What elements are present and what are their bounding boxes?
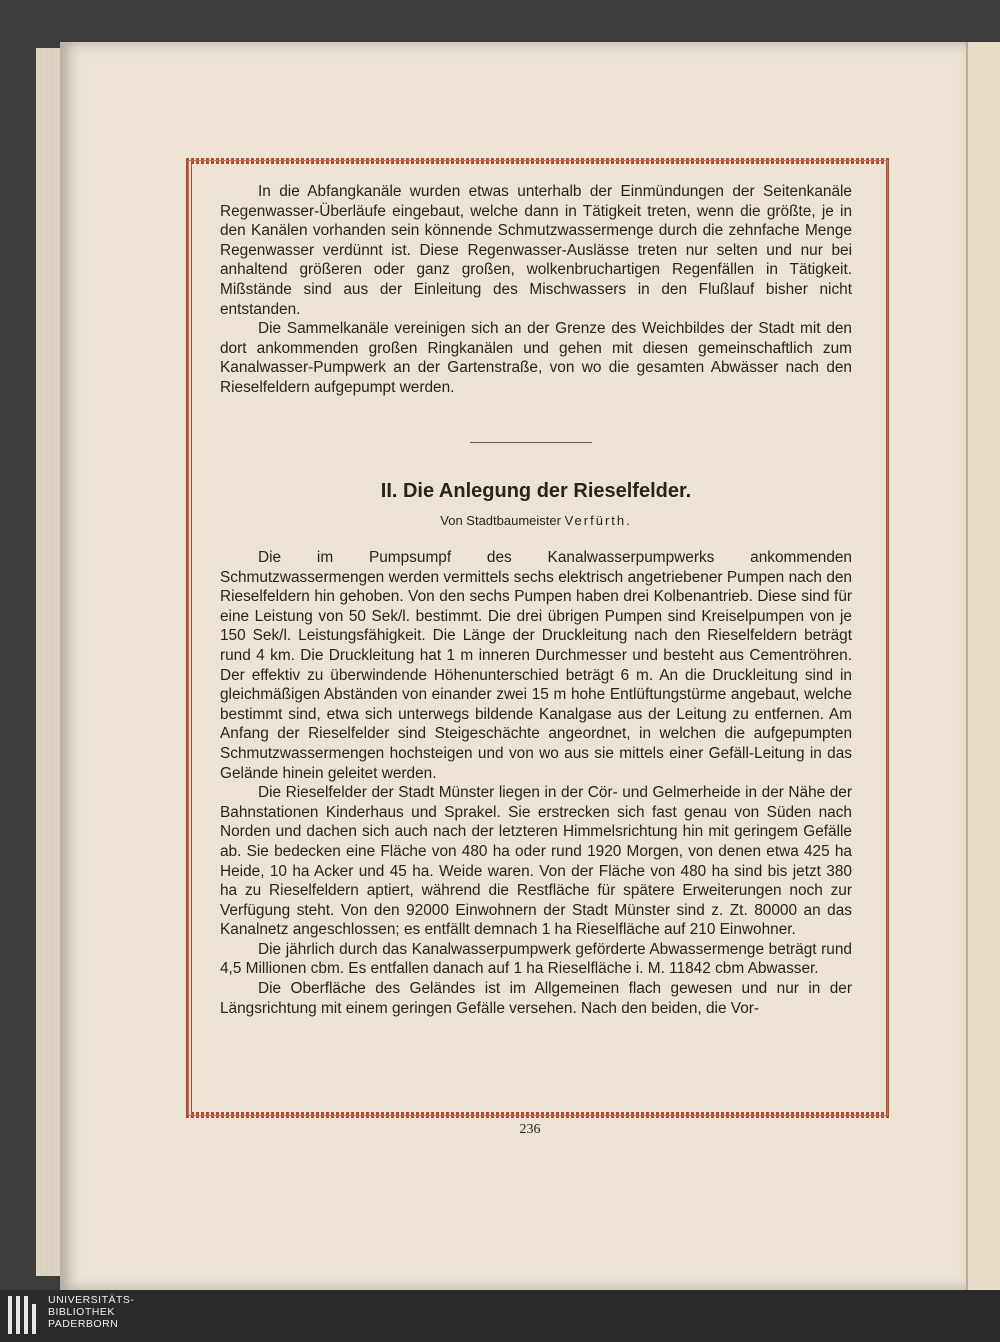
- body-paragraph-1: Die im Pumpsumpf des Kanalwasserpumpwerks ankommenden Schmutzwassermengen werden vermittels sechs elektrisch angetriebener Pumpen nach den Rieselfeldern hin gehoben. Von den sechs Pumpen haben drei Kolbenantrieb. Diese sind für eine Leistung von 50 Sek/l. bestimmt. Die drei übrigen Pumpen sind Kreiselpumpen von je 150 Sek/l. Leistungsfähigkeit. Die Länge der Druckleitung nach den Rieselfeldern beträgt rund 4 km. Die Druckleitung hat 1 m inneren Durchmesser und besteht aus Cementröhren. Der effektiv zu überwindende Höhenunterschied beträgt 6 m. An die Druckleitung sind in gleichmäßigen Abständen von einander zwei 15 m hohe Entlüftungstürme angebaut, welche bestimmt sind, etwa sich unterwegs bildende Kanalgase aus der Leitung zu entfernen. Am Anfang der Rieselfelder sind Steigeschächte angeordnet, in welchen die aufgepumpten Schmutzwassermengen hochsteigen und von wo aus sie mittels einer Gefäll-Leitung in das Gelände hinein geleitet werden.: [220, 549, 852, 782]
- section-divider: [470, 442, 592, 443]
- library-footer: [0, 1290, 1000, 1342]
- byline-prefix: Von Stadtbaumeister: [440, 513, 561, 528]
- section-body: [220, 548, 852, 1018]
- intro-paragraph-2: Die Sammelkanäle vereinigen sich an der Grenze des Weichbildes der Stadt mit den dort ankommenden großen Ringkanälen und gehen mit diesen gemeinschaftlich zum Kanalwasser-Pumpwerk an der Gartenstraße, von wo die gesamten Abwässer nach den Rieselfeldern aufgepumpt werden.: [220, 320, 852, 396]
- section-heading: II. Die Anlegung der Rieselfelder.: [380, 480, 692, 502]
- intro-text: [220, 182, 852, 398]
- library-logo-icon: [8, 1296, 40, 1340]
- library-name-line-1: UNIVERSITÄTS-: [48, 1294, 135, 1306]
- intro-paragraph-1: In die Abfangkanäle wurden etwas unterhalb der Einmündungen der Seitenkanäle Regenwasser-Überläufe eingebaut, welche dann in Tätigkeit treten, wenn die größte, je in den Kanälen vorhanden sein könnende Schmutzwassermenge durch die zehnfache Menge Regenwasser verdünnt ist. Diese Regenwasser-Auslässe treten nur selten und nur bei anhaltend größeren oder ganz großen, wolkenbruchartigen Regenfällen in Tätigkeit. Mißstände sind aus der Einleitung des Mischwassers in den Flußlauf bisher nicht entstanden.: [220, 183, 852, 318]
- body-paragraph-2: Die Rieselfelder der Stadt Münster liegen in der Cör- und Gelmerheide in der Nähe der Bahnstationen Kinderhaus und Sprakel. Sie erstrecken sich fast genau von Süden nach Norden und dachen sich auch nach der letzteren Himmelsrichtung hin mit geringem Gefälle ab. Sie bedecken eine Fläche von 480 ha oder rund 1920 Morgen, von denen etwa 425 ha Heide, 10 ha Acker und 45 ha. Weide waren. Von der Fläche von 480 ha sind bis jetzt 380 ha zu Rieselfeldern aptiert, während die Restfläche für spätere Erweiterungen noch zur Verfügung steht. Von den 92000 Einwohnern der Stadt Münster sind z. Zt. 80000 an das Kanalnetz angeschlossen; es entfällt demnach 1 ha Rieselfläche auf 210 Einwohner.: [220, 784, 852, 939]
- page-number: 236: [519, 1122, 541, 1137]
- body-paragraph-3: Die jährlich durch das Kanalwasserpumpwerk geförderte Abwassermenge beträgt rund 4,5 Millionen cbm. Es entfallen danach auf 1 ha Rieselfläche i. M. 11842 cbm Abwasser.: [220, 940, 852, 978]
- library-name-line-2: BIBLIOTHEK: [48, 1306, 115, 1318]
- facing-page-edge: [966, 42, 1000, 1290]
- byline: [220, 513, 852, 528]
- byline-author: Verfürth.: [564, 513, 632, 528]
- body-paragraph-4: Die Oberfläche des Geländes ist im Allgemeinen flach gewesen und nur in der Längsrichtung mit einem geringen Gefälle versehen. Nach den beiden, die Vor-: [220, 980, 852, 1017]
- page-stack-edges: [36, 48, 62, 1276]
- library-name: [48, 1294, 134, 1330]
- library-name-line-3: PADERBORN: [48, 1318, 119, 1330]
